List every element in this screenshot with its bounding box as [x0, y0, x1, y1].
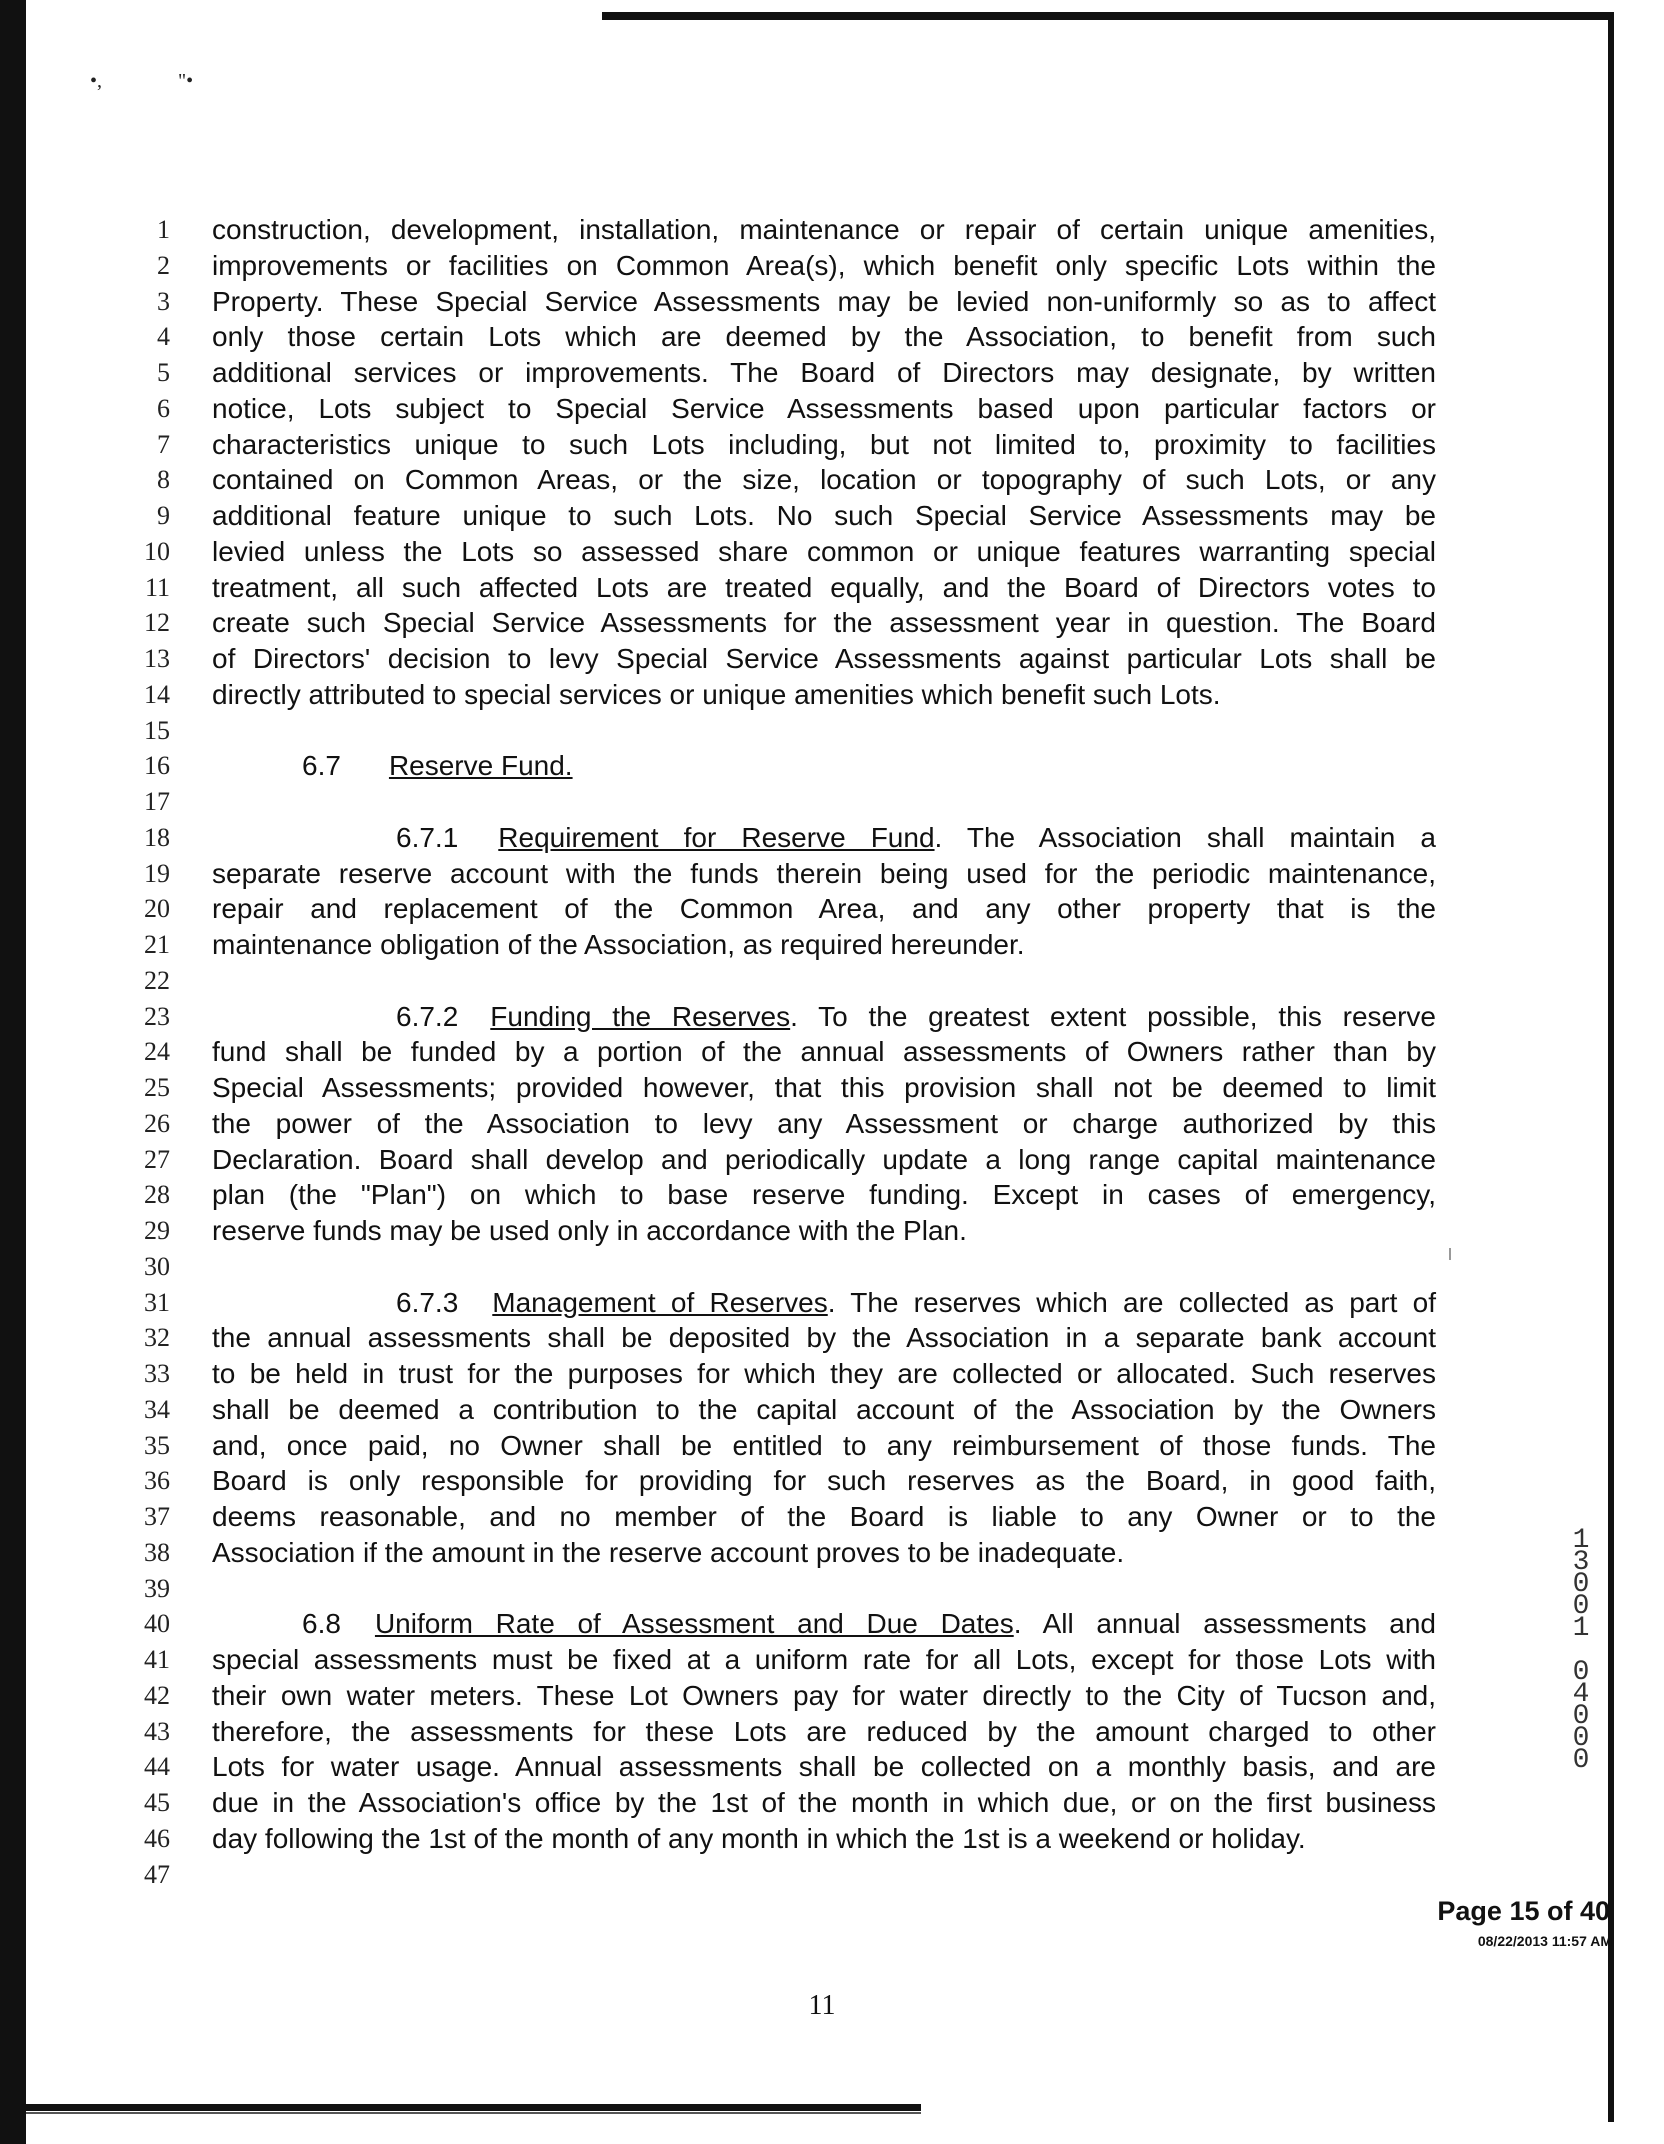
line-number: 32: [144, 1323, 170, 1352]
line-number: 12: [144, 608, 170, 637]
line-number: 47: [144, 1860, 170, 1889]
paragraph-line: the annual assessments shall be deposited by the Association in a separate bank account: [212, 1322, 1436, 1353]
line-number: 30: [144, 1252, 170, 1281]
line-number: 13: [144, 644, 170, 673]
paragraph-line: their own water meters. These Lot Owners pay for water directly to the City of Tucson and,: [212, 1680, 1436, 1711]
paragraph-line: special assessments must be fixed at a uniform rate for all Lots, except for those Lots with: [212, 1644, 1436, 1675]
paragraph-line: treatment, all such affected Lots are treated equally, and the Board of Directors votes to: [212, 572, 1436, 603]
paragraph-line: and, once paid, no Owner shall be entitled to any reimbursement of those funds. The: [212, 1430, 1436, 1461]
section-heading-line: [396, 1285, 1436, 1321]
section-number: 6.7.3: [396, 1287, 459, 1318]
paragraph-line: repair and replacement of the Common Area, and any other property that is the: [212, 893, 1436, 924]
paragraph-line: to be held in trust for the purposes for which they are collected or allocated. Such reserves: [212, 1358, 1436, 1389]
paragraph-line: separate reserve account with the funds therein being used for the periodic maintenance,: [212, 858, 1436, 889]
paragraph-line: only those certain Lots which are deemed by the Association, to benefit from such: [212, 321, 1436, 352]
line-number: 9: [157, 501, 170, 530]
line-number: 46: [144, 1824, 170, 1853]
paragraph-line: improvements or facilities on Common Area(s), which benefit only specific Lots within the: [212, 250, 1436, 281]
line-number: 21: [144, 930, 170, 959]
line-number: 37: [144, 1502, 170, 1531]
section-first-line: . The reserves which are collected as part of: [827, 1287, 1437, 1318]
section-title: Requirement for Reserve Fund: [498, 822, 935, 853]
line-number: 28: [144, 1180, 170, 1209]
scan-border-bottom: [26, 2104, 921, 2111]
paragraph-line: notice, Lots subject to Special Service Assessments based upon particular factors or: [212, 393, 1436, 424]
paragraph-line: plan (the "Plan") on which to base reserve funding. Except in cases of emergency,: [212, 1179, 1436, 1210]
section-first-line: . To the greatest extent possible, this reserve: [790, 1001, 1436, 1032]
line-number: 10: [144, 537, 170, 566]
section-first-line: . All annual assessments and: [1013, 1608, 1436, 1639]
paragraph-line: maintenance obligation of the Association, as required hereunder.: [212, 929, 1025, 960]
paragraph-line: contained on Common Areas, or the size, location or topography of such Lots, or any: [212, 464, 1436, 495]
line-number: 8: [157, 465, 170, 494]
scan-mark: •,: [90, 70, 103, 92]
section-6-7-heading: [302, 748, 1526, 784]
line-number: 24: [144, 1037, 170, 1066]
line-number: 23: [144, 1002, 170, 1031]
paragraph-line: due in the Association's office by the 1st of the month in which due, or on the first business: [212, 1787, 1436, 1818]
line-number: 17: [144, 787, 170, 816]
paragraph-line: Declaration. Board shall develop and periodically update a long range capital maintenance: [212, 1144, 1436, 1175]
line-number: 22: [144, 966, 170, 995]
line-number: 39: [144, 1574, 170, 1603]
paragraph-line: of Directors' decision to levy Special Service Assessments against particular Lots shall be: [212, 643, 1436, 674]
scan-border-right: [1608, 12, 1614, 2122]
paragraph-line: create such Special Service Assessments for the assessment year in question. The Board: [212, 607, 1436, 638]
line-number: 26: [144, 1109, 170, 1138]
section-number: 6.8: [302, 1608, 341, 1639]
section-title: Uniform Rate of Assessment and Due Dates: [374, 1608, 1014, 1639]
line-number: 33: [144, 1359, 170, 1388]
line-number: 44: [144, 1752, 170, 1781]
line-number: 11: [144, 573, 170, 602]
line-number: 29: [144, 1216, 170, 1245]
section-heading-line: [302, 1606, 1436, 1642]
scan-mark: "•: [178, 70, 194, 92]
section-title: Management of Reserves: [492, 1287, 828, 1318]
line-number: 2: [157, 251, 170, 280]
line-number: 5: [157, 358, 170, 387]
line-number: 42: [144, 1681, 170, 1710]
paragraph-line: Board is only responsible for providing for such reserves as the Board, in good faith,: [212, 1465, 1436, 1496]
line-number: 19: [144, 859, 170, 888]
scan-border-bottom-thin: [26, 2112, 921, 2114]
paragraph-line: shall be deemed a contribution to the capital account of the Association by the Owners: [212, 1394, 1436, 1425]
line-number: 25: [144, 1073, 170, 1102]
paragraph-line: levied unless the Lots so assessed share common or unique features warranting special: [212, 536, 1436, 567]
paragraph-line: deems reasonable, and no member of the Board is liable to any Owner or to the: [212, 1501, 1436, 1532]
line-number: 41: [144, 1645, 170, 1674]
section-title: Reserve Fund.: [388, 750, 573, 781]
recording-stamp: 1 3 0 0 1 0 4 0 0 0: [1572, 1525, 1590, 1776]
line-number: 36: [144, 1466, 170, 1495]
section-heading-line: [396, 820, 1436, 856]
line-number: 14: [144, 680, 170, 709]
page-number: 11: [808, 1990, 836, 2021]
line-number: 27: [144, 1145, 170, 1174]
paragraph-line: characteristics unique to such Lots including, but not limited to, proximity to facilities: [212, 429, 1436, 460]
line-number: 31: [144, 1288, 170, 1317]
section-number: 6.7: [302, 750, 341, 781]
line-number: 20: [144, 894, 170, 923]
scan-border-top: [602, 12, 1612, 20]
paragraph-line: the power of the Association to levy any Assessment or charge authorized by this: [212, 1108, 1436, 1139]
section-first-line: . The Association shall maintain a: [934, 822, 1436, 853]
paragraph-line: reserve funds may be used only in accordance with the Plan.: [212, 1215, 967, 1246]
paragraph-line: day following the 1st of the month of any month in which the 1st is a weekend or holiday.: [212, 1823, 1306, 1854]
line-number: 43: [144, 1717, 170, 1746]
line-number: 15: [144, 716, 170, 745]
paragraph-line: additional feature unique to such Lots. No such Special Service Assessments may be: [212, 500, 1436, 531]
section-title: Funding the Reserves: [490, 1001, 791, 1032]
line-number: 35: [144, 1431, 170, 1460]
paragraph-line: Lots for water usage. Annual assessments shall be collected on a monthly basis, and are: [212, 1751, 1436, 1782]
line-number: 3: [157, 287, 170, 316]
line-number: 4: [157, 322, 170, 351]
section-number: 6.7.1: [396, 822, 459, 853]
line-number: 16: [144, 751, 170, 780]
paragraph-line: additional services or improvements. The Board of Directors may designate, by written: [212, 357, 1436, 388]
paragraph-line: fund shall be funded by a portion of the annual assessments of Owners rather than by: [212, 1036, 1436, 1067]
paragraph-line: Association if the amount in the reserve account proves to be inadequate.: [212, 1537, 1125, 1568]
scan-border-left: [0, 0, 26, 2144]
line-number: 38: [144, 1538, 170, 1567]
paragraph-line: directly attributed to special services or unique amenities which benefit such Lots.: [212, 679, 1221, 710]
paragraph-line: Special Assessments; provided however, that this provision shall not be deemed to limit: [212, 1072, 1436, 1103]
recording-date: 08/22/2013 11:57 AM: [1477, 1933, 1612, 1949]
section-heading-line: [396, 999, 1436, 1035]
scan-speck: [1449, 1248, 1451, 1260]
line-number: 45: [144, 1788, 170, 1817]
line-number: 18: [144, 823, 170, 852]
paragraph-line: therefore, the assessments for these Lots are reduced by the amount charged to other: [212, 1716, 1436, 1747]
line-number: 1: [157, 215, 170, 244]
line-number: 34: [144, 1395, 170, 1424]
section-number: 6.7.2: [396, 1001, 459, 1032]
line-number: 40: [144, 1609, 170, 1638]
paragraph-line: construction, development, installation, maintenance or repair of certain unique amenities,: [212, 214, 1436, 245]
line-number: 6: [157, 394, 170, 423]
line-number: 7: [157, 430, 170, 459]
page-of-total: Page 15 of 40: [1437, 1896, 1610, 1926]
paragraph-line: Property. These Special Service Assessments may be levied non-uniformly so as to affect: [212, 286, 1436, 317]
